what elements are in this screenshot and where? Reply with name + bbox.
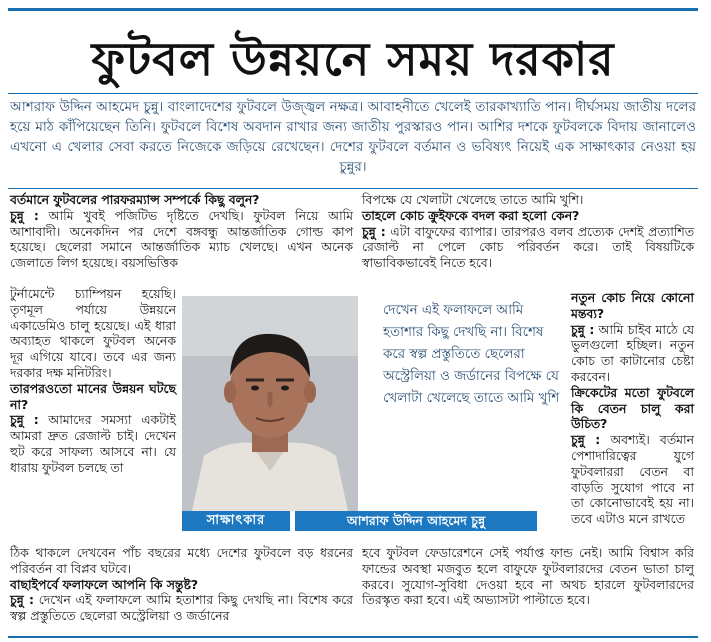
answer-2-continued: ঠিক থাকলে দেখবেন পাঁচ বছরের মধ্যে দেশের ফুটবলে বড় ধরনের পরিবর্তন বা বিপ্লব ঘটবে। bbox=[10, 545, 353, 576]
top-rule bbox=[8, 8, 698, 11]
question-6: ক্রিকেটের মতো ফুটবলে কি বেতন চালু করা উচিত? bbox=[571, 384, 694, 432]
interview-tag: সাক্ষাৎকার bbox=[182, 511, 290, 531]
answer-3-continued: বিপক্ষে যে খেলাটা খেলেছে তাতে আমি খুশি। bbox=[362, 192, 584, 207]
pull-quote: দেখেন এই ফলাফলে আমি হতাশার কিছু দেখছি না। বিশেষ করে স্বল্প প্রস্তুতিতে ছেলেরা অস্ট্রেলিয়া ও জর্ডানের বিপক্ষে যে খেলাটা খেলেছে তাতে আমি খুশি bbox=[383, 303, 560, 406]
answer-1-text: আমি খুবই পজিটিভ দৃষ্টিতে দেখছি। ফুটবল নিয়ে আমি আশাবাদী। অনেকদিন পর দেশে বঙ্গবন্ধু আন্তর্জাতিক গোল্ড কাপ হয়েছে। ছেলেরা সমানে আন্তর্জাতিক ম্যাচ খেলছে। এখন অনেক জেলাতে লিগ হয়েছে। বয়সভিত্তিক bbox=[10, 207, 353, 271]
bottom-rule bbox=[8, 636, 698, 638]
answer-6 bbox=[571, 432, 694, 527]
answer-3 bbox=[10, 592, 353, 624]
column-3 bbox=[571, 290, 694, 527]
answer-6-text: অবশ্যই। বর্তমান পেশাদারিত্বের যুগে ফুটবলাররা বেতন বা বাড়তি সুযোগ পাবে না তা কোনোভাবেই হয় না। তবে এটাও মনে রাখতে bbox=[571, 432, 694, 527]
intro-rule bbox=[8, 188, 698, 189]
answer-2 bbox=[10, 412, 176, 475]
question-1: বর্তমানে ফুটবলের পারফরম্যান্স সম্পর্কে কিছু বলুন? bbox=[10, 192, 260, 207]
caption-bar bbox=[182, 511, 537, 531]
answer-1-continued: টুর্নামেন্টে চ্যাম্পিয়ন হয়েছি। তৃণমূল পর্যায়ে উন্নয়নে একাডেমিও চালু হয়েছে। এই ধারা অব্যাহত থাকলে ফুটবল অনেক দূর এগিয়ে যাবে। তবে এর জন্য দরকার দক্ষ মনিটরিং। bbox=[10, 286, 176, 380]
speaker-label: চুন্নু : bbox=[362, 223, 386, 239]
speaker-label: চুন্নু : bbox=[10, 592, 34, 608]
answer-4-text: এটা বাফুফের ব্যাপার। তারপরও বলব প্রত্যেক দেশই প্রত্যাশিত রেজাল্ট না পেলে কোচ পরিবর্তন করে। তাই বিষয়টিকে স্বাভাবিকভাবেই নিতে হবে। bbox=[362, 223, 694, 271]
speaker-label: চুন্নু : bbox=[571, 321, 595, 337]
answer-6-continued: হবে ফুটবল ফেডারেশনে সেই পর্যাপ্ত ফান্ড নেই। আমি বিশ্বাস করি ফান্ডের অবস্থা মজবুত হলে বাফুফে ফুটবলারদের বেতন ভাতা চালু করবে। সুযোগ-সুবিধা দেওয়া হবে না অথচ হারলে ফুটবলারদের তিরস্কৃত করা হবে। এই অভ্যাসটা পাল্টাতে হবে। bbox=[362, 545, 694, 608]
answer-5-text: আমি চাইব মাঠে যে ভুলগুলো হচ্ছিল। নতুন কোচ তা কাটানোর চেষ্টা করবেন। bbox=[571, 321, 694, 384]
answer-5 bbox=[571, 322, 694, 385]
headline: ফুটবল উন্নয়নে সময় দরকার bbox=[91, 32, 615, 86]
answer-1 bbox=[10, 208, 353, 271]
speaker-label: চুন্নু : bbox=[571, 432, 601, 448]
speaker-label: চুন্নু : bbox=[10, 207, 39, 223]
answer-3-text: দেখেন এই ফলাফলে আমি হতাশার কিছু দেখছি না। বিশেষ করে স্বল্প প্রস্তুতিতে ছেলেরা অস্ট্রেলিয়া ও জর্ডানের bbox=[10, 592, 353, 624]
question-3: বাছাইপর্বে ফলাফলে আপনি কি সন্তুষ্ট? bbox=[10, 576, 199, 592]
interviewee-photo bbox=[182, 296, 358, 511]
column-2-top bbox=[362, 192, 694, 271]
question-2: তারপরওতো মানের উন্নয়ন ঘটছে না? bbox=[10, 380, 176, 412]
question-5: নতুন কোচ নিয়ে কোনো মন্তব্য? bbox=[571, 290, 694, 321]
answer-4 bbox=[362, 224, 694, 271]
answer-2-text: আমাদের সমস্যা একটাই আমরা দ্রুত রেজাল্ট চাই। দেখেন হুট করে সাফল্য আসবে না। যে ধারায় ফুটবল চলছে তা bbox=[10, 412, 176, 475]
portrait-illustration bbox=[182, 296, 358, 511]
intro-paragraph: আশরাফ উদ্দিন আহমেদ চুন্নু। বাংলাদেশের ফুটবলে উজ্জ্বল নক্ষত্র। আবাহনীতে খেলেই তারকাখ্যাতি পান। দীর্ঘসময় জাতীয় দলের হয়ে মাঠ কাঁপিয়েছেন তিনি। ফুটবলে বিশেষ অবদান রাখার জন্য জাতীয় পুরস্কারও পান। আশির দশকে ফুটবলকে বিদায় জানালেও এখনো এ খেলার সেবা করতে নিজেকে জড়িয়ে রেখেছেন। দেশের ফুটবলে বর্তমান ও ভবিষ্যৎ নিয়েই এক সাক্ষাৎকার নেওয়া হয় চুন্নুর। bbox=[10, 99, 696, 175]
column-1-bottom bbox=[10, 545, 353, 624]
interviewee-name-tag: আশরাফ উদ্দিন আহমেদ চুন্নু bbox=[295, 511, 537, 531]
headline-rule bbox=[8, 93, 698, 94]
column-2-bottom bbox=[362, 545, 694, 608]
speaker-label: চুন্নু : bbox=[10, 412, 39, 428]
column-1-side bbox=[10, 286, 176, 476]
column-1-top bbox=[10, 192, 353, 271]
question-4: তাহলে কোচ ক্রুইফকে বদল করা হলো কেন? bbox=[362, 207, 580, 223]
